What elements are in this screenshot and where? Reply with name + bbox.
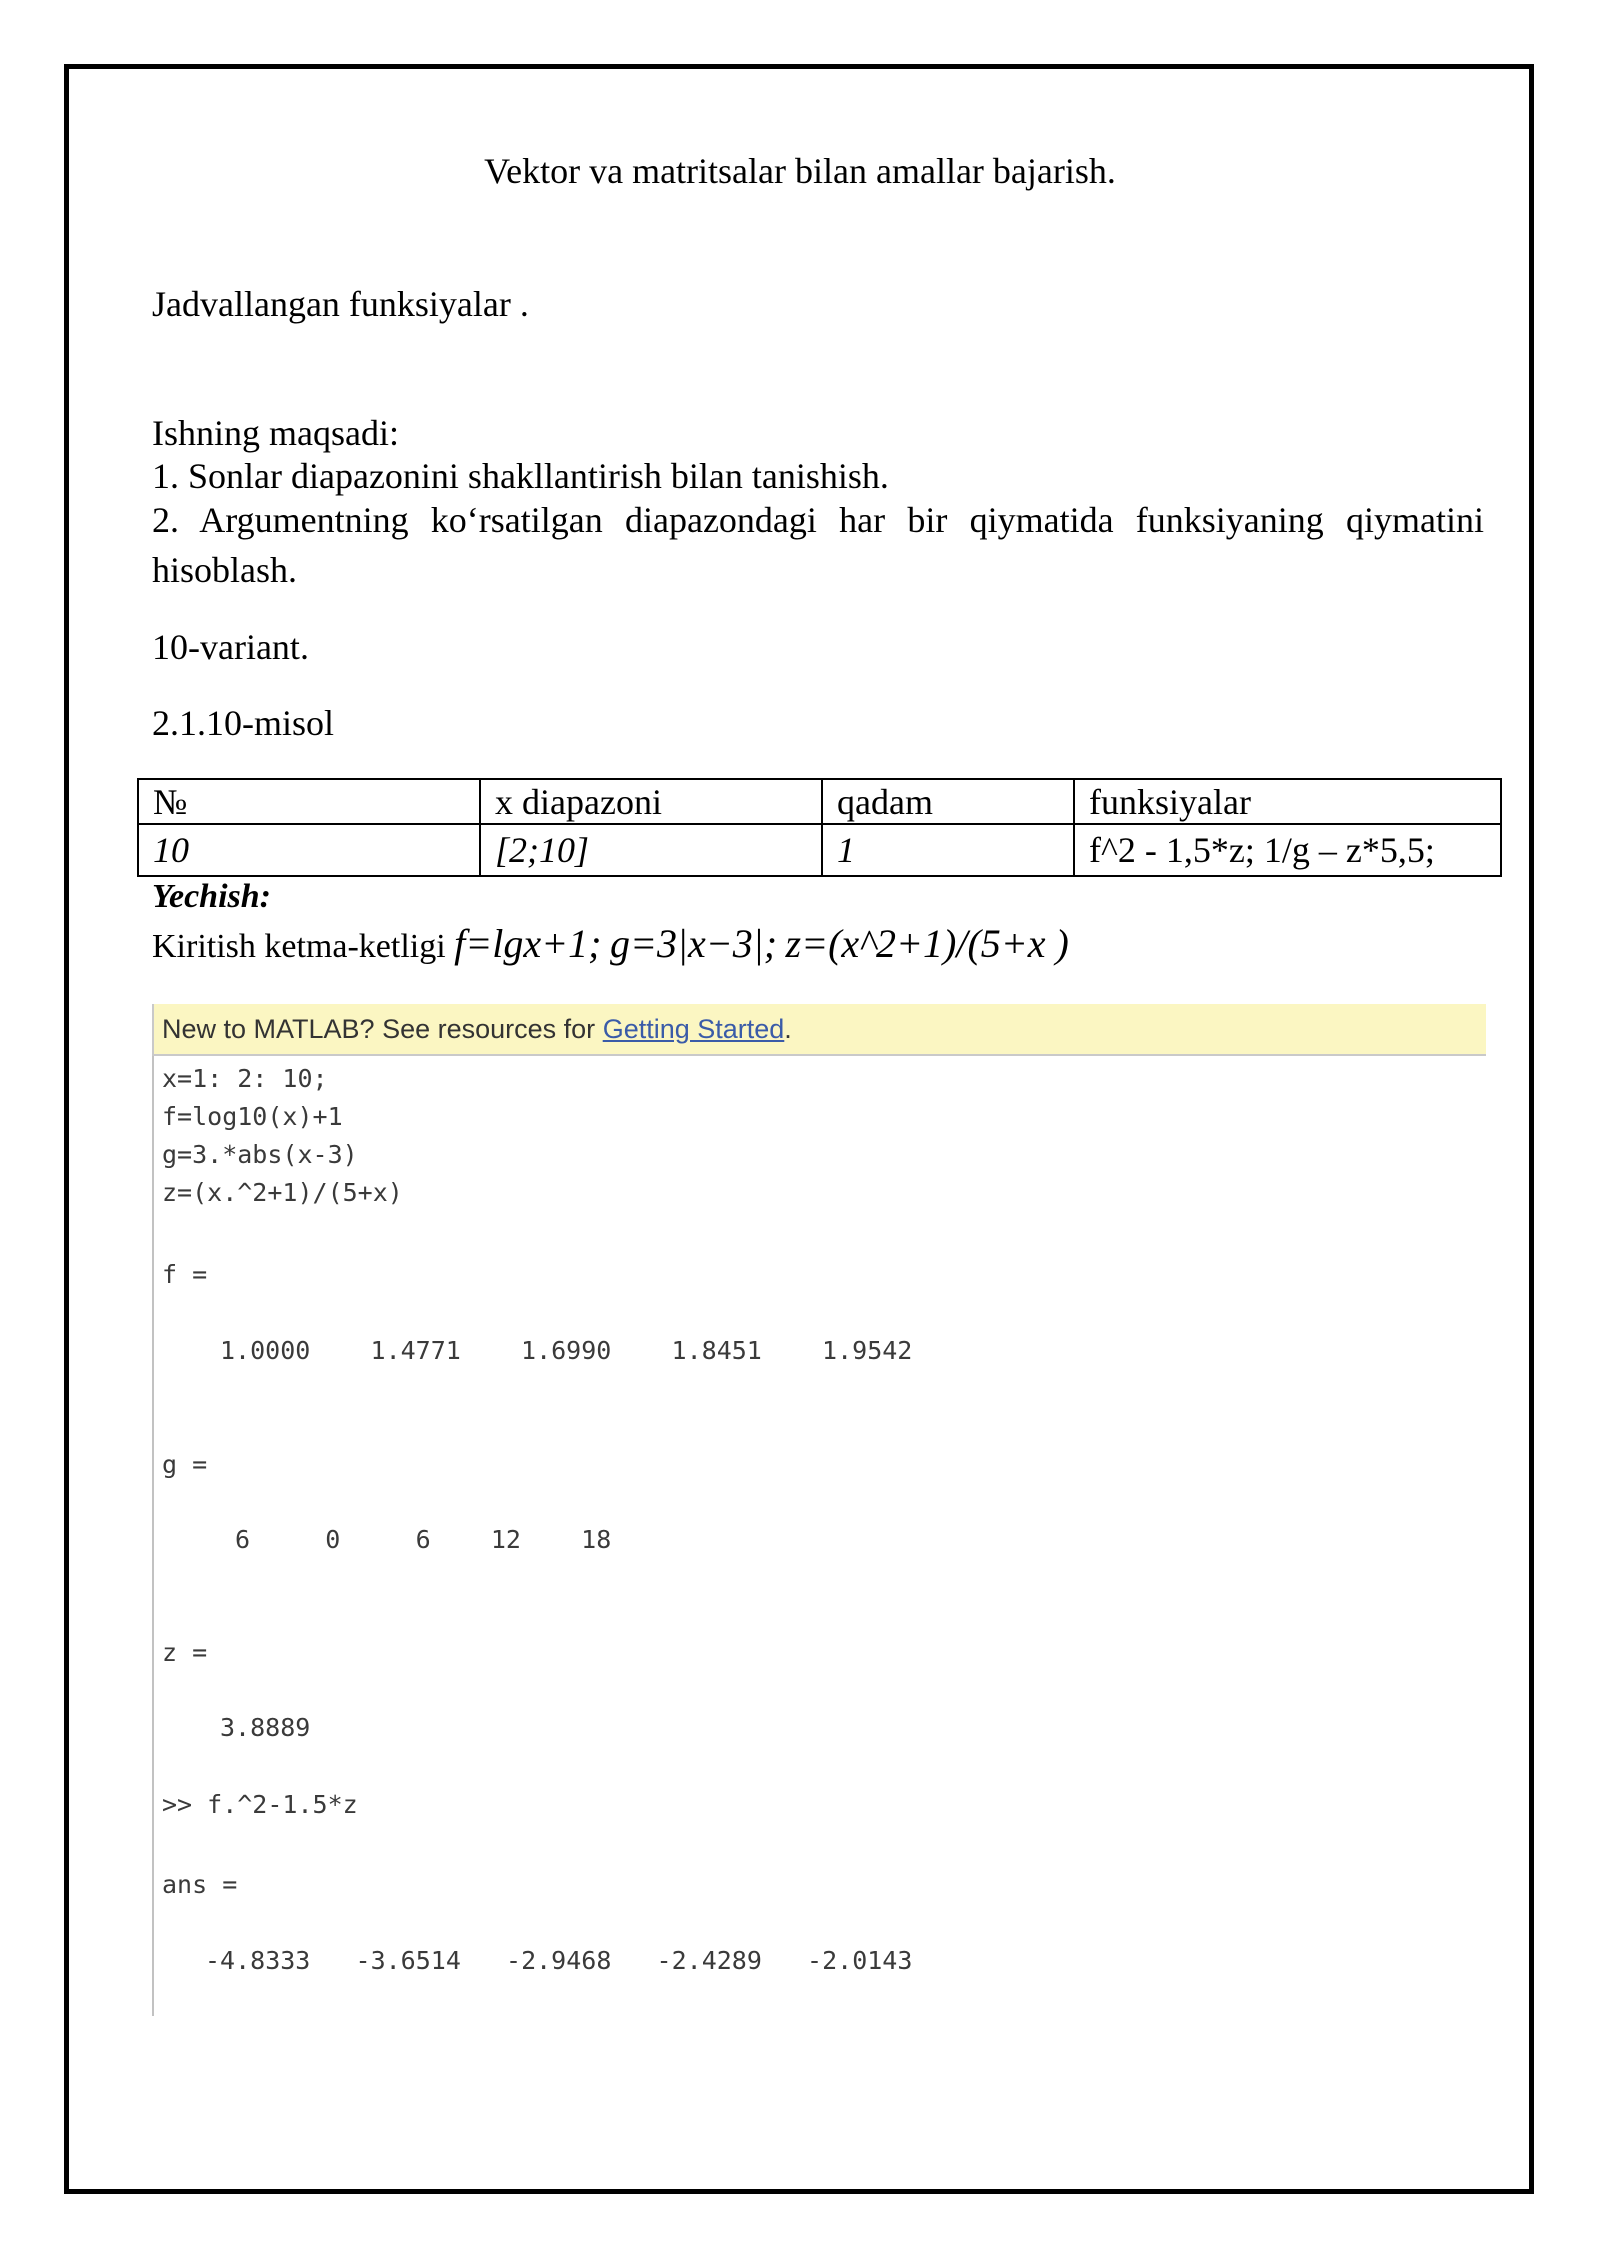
output-ans-values: -4.8333 -3.6514 -2.9468 -2.4289 -2.0143 [205, 1946, 913, 1975]
output-z-label: z = [162, 1638, 208, 1667]
code-line: z=(x.^2+1)/(5+x) [162, 1178, 403, 1207]
formula-z: z=(x^2+1)/(5+x ) [785, 921, 1069, 966]
matlab-banner-text: New to MATLAB? See resources for [162, 1014, 603, 1044]
code-line: x=1: 2: 10; [162, 1064, 328, 1093]
goal-heading: Ishning maqsadi: [152, 413, 399, 453]
table-cell: 1 [822, 824, 1074, 876]
console-left-border [152, 1056, 154, 2016]
code-line: g=3.*abs(x-3) [162, 1140, 358, 1169]
table-header-cell: x diapazoni [480, 779, 822, 824]
variant-label: 10-variant. [152, 627, 309, 667]
table-header-cell: qadam [822, 779, 1074, 824]
table-header-row [138, 779, 1501, 824]
goal-item-1: 1. Sonlar diapazonini shakllantirish bilan tanishish. [152, 456, 889, 496]
table-row [138, 824, 1501, 876]
subtitle: Jadvallangan funksiyalar . [152, 284, 529, 324]
matlab-banner [152, 1004, 1486, 1056]
getting-started-link[interactable]: Getting Started [602, 1014, 785, 1044]
command-line: >> f.^2-1.5*z [162, 1790, 358, 1819]
formula-g: g=3|x−3|; [609, 921, 778, 966]
table-header-cell: funksiyalar [1074, 779, 1501, 824]
output-g-values: 6 0 6 12 18 [235, 1525, 612, 1554]
goal-item-2: 2. Argumentning ko‘rsatilgan diapazondagi har bir qiymatida funksiyaning qiymatini hisoblash. [152, 500, 1484, 590]
code-line: f=log10(x)+1 [162, 1102, 343, 1131]
output-f-values: 1.0000 1.4771 1.6990 1.8451 1.9542 [220, 1336, 913, 1365]
table-cell: f^2 - 1,5*z; 1/g – z*5,5; [1074, 824, 1501, 876]
table-cell: 10 [138, 824, 480, 876]
output-f-label: f = [162, 1260, 208, 1289]
matlab-banner-end: . [784, 1014, 792, 1044]
document-title: Vektor va matritsalar bilan amallar bajarish. [484, 151, 1116, 191]
variant-table [137, 778, 1502, 877]
example-label: 2.1.10-misol [152, 703, 335, 743]
output-g-label: g = [162, 1450, 208, 1479]
table-cell: [2;10] [480, 824, 822, 876]
table-header-cell: № [138, 779, 480, 824]
output-ans-label: ans = [162, 1870, 238, 1899]
solution-label: Yechish: [152, 878, 271, 915]
formula-f: f=lgx+1; [454, 921, 602, 966]
input-sequence [152, 920, 1069, 967]
output-z-value: 3.8889 [220, 1713, 311, 1742]
input-sequence-intro: Kiritish ketma-ketligi [152, 928, 446, 965]
